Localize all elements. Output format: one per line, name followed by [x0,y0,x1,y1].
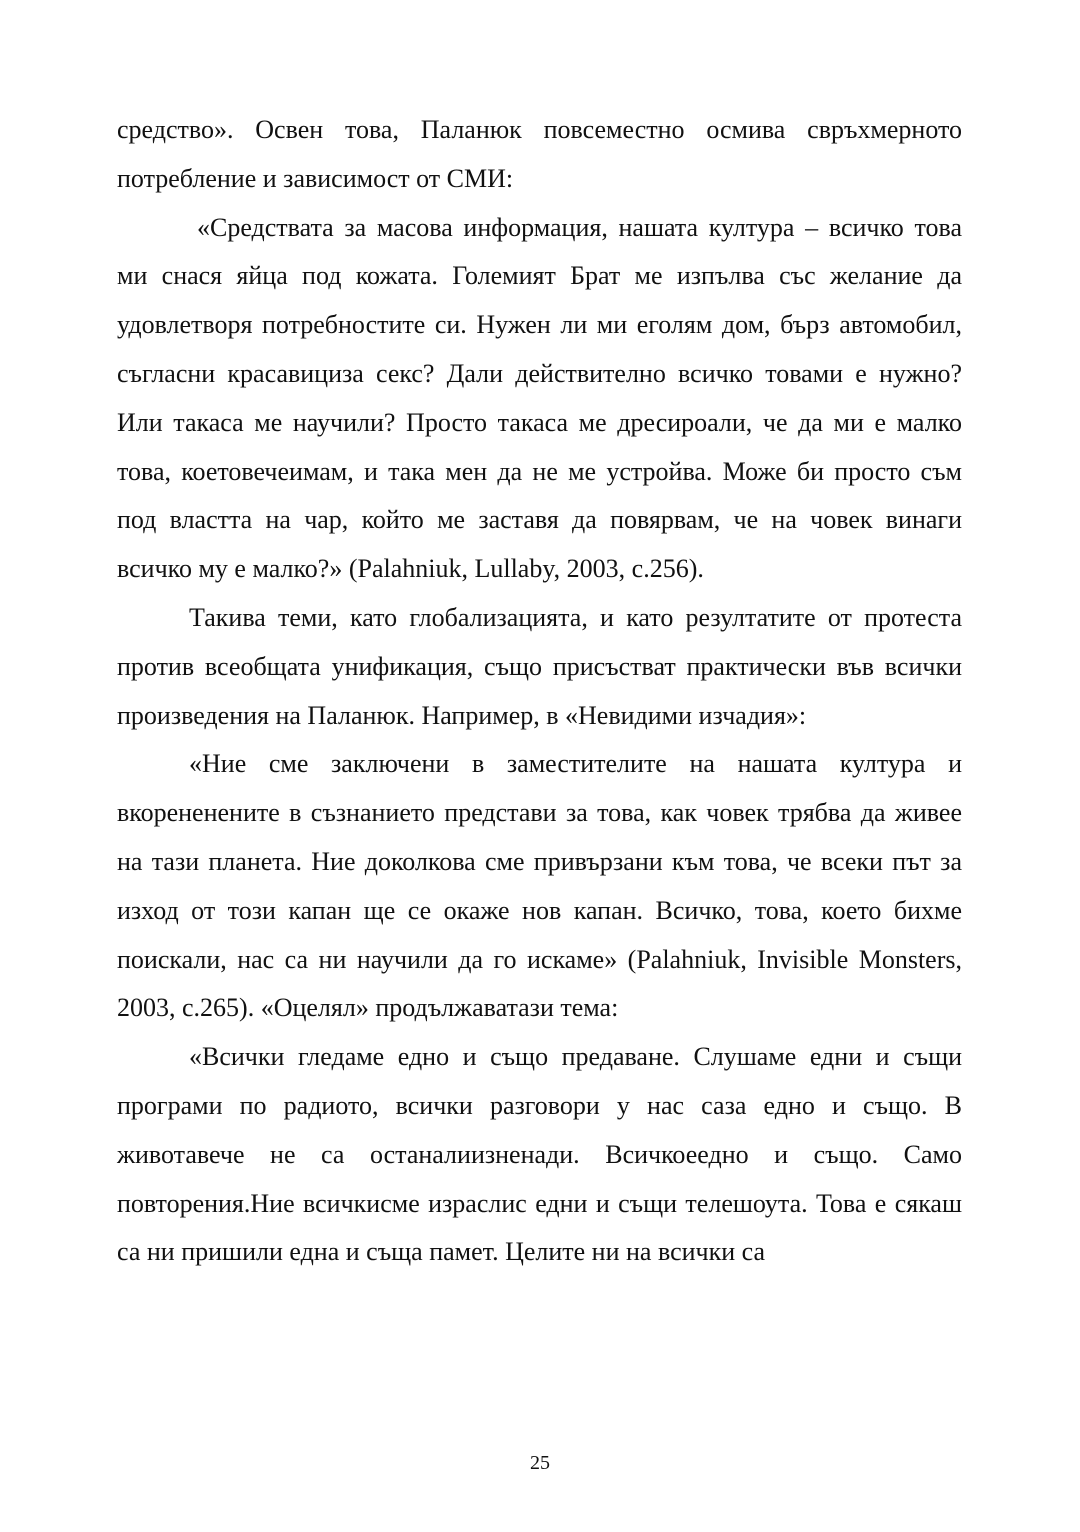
document-page [117,106,962,1277]
paragraph-1: средство». Освен това, Паланюк повсеместно осмива свръхмерното потребление и зависимост от СМИ: [117,115,962,193]
quote-paragraph-invisible-monsters: «Ние сме заключени в заместителите на нашата култура и вкорененените в съзнанието представи за това, как човек трябва да живее на тази планета. Ние доколкова сме привързани към това, че всеки път за изход от този капан ще се окаже нов капан. Всичко, това, което бихме поискали, нас са ни научили да го искаме» (Palahniuk, Invisible Monsters, 2003, с.265). «Оцелял» продължаватази тема: [117,749,962,1023]
paragraph-globalization: Такива теми, като глобализацията, и като резултатите от протеста против всеобщата унификация, също присъстват практически във всички произведения на Паланюк. Например, в «Невидими изчадия»: [117,602,962,730]
quote-paragraph-survivor: «Всички гледаме едно и също предаване. Слушаме едни и същи програми по радиото, всички разговори у нас саза едно и също. В животавече не са останалиизненади. Всичкоеедно и също. Само повторения.Ние всичкисме израслис едни и същи телешоута. Това е сякаш са ни пришили една и съща памет. Целите ни на всички са [117,1042,962,1267]
quote-paragraph-lullaby: «Средствата за масова информация, нашата култура – всичко това ми снася яйца под кожата. Големият Брат ме изпълва със желание да удовлетворя потребностите си. Нужен ли ми еголям дом, бърз автомобил, съгласни красавицизa секс? Дали действително всичко товами е нужно? Или такаса ме научили? Просто такаса ме дресироали, че да ми е малко това, коетовечеимам, и така мен да не ме устройва. Може би просто съм под властта на чар, който ме заставя да повярвам, че на човек винаги всичко му е малко?» (Palahniuk, Lullaby, 2003, с.256). [117,212,962,584]
page-number: 25 [530,1452,550,1474]
